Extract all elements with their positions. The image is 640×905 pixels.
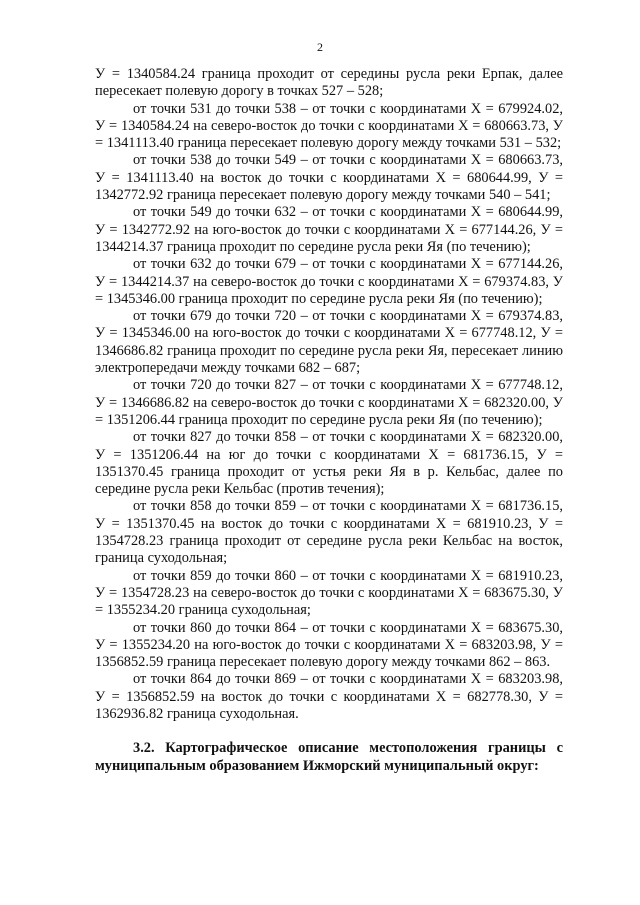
paragraph-segment-858-859: от точки 858 до точки 859 – от точки с координатами Х = 681736.15, У = 1351370.45 на восток до точки с координатами Х = 681910.23, У = 1354728.23 граница проходит от середине русла реки Кельбас на восток, граница суходольная; <box>95 498 563 567</box>
paragraph-segment-531-538: от точки 531 до точки 538 – от точки с координатами Х = 679924.02, У = 1340584.24 на северо-восток до точки с координатами Х = 680663.73, У = 1341113.40 граница пересекает полевую дорогу между точками 531 – 532; <box>95 100 563 152</box>
paragraph-continuation: У = 1340584.24 граница проходит от середины русла реки Ерпак, далее пересекает полевую дорогу в точках 527 – 528; <box>95 66 563 100</box>
paragraph-segment-632-679: от точки 632 до точки 679 – от точки с координатами Х = 677144.26, У = 1344214.37 на северо-восток до точки с координатами Х = 679374.83, У = 1345346.00 граница проходит по середине русла реки Яя (по течению); <box>95 256 563 307</box>
paragraph-segment-859-860: от точки 859 до точки 860 – от точки с координатами Х = 681910.23, У = 1354728.23 на северо-восток до точки с координатами Х = 683675.30, У = 1355234.20 граница суходольная; <box>95 567 563 619</box>
paragraph-segment-827-858: от точки 827 до точки 858 – от точки с координатами Х = 682320.00, У = 1351206.44 на юг до точки с координатами Х = 681736.15, У = 1351370.45 граница проходит от устья реки Яя в р. Кельбас, далее по середине русла реки Кельбас (против течения); <box>95 429 563 498</box>
paragraph-segment-864-869: от точки 864 до точки 869 – от точки с координатами Х = 683203.98, У = 1356852.59 на восток до точки с координатами Х = 682778.30, У = 1362936.82 граница суходольная. <box>95 671 563 722</box>
paragraph-segment-538-549: от точки 538 до точки 549 – от точки с координатами Х = 680663.73, У = 1341113.40 на восток до точки с координатами Х = 680644.99, У = 1342772.92 граница пересекает полевую дорогу между точками 540 – 541; <box>95 152 563 204</box>
paragraph-segment-549-632: от точки 549 до точки 632 – от точки с координатами Х = 680644.99, У = 1342772.92 на юго-восток до точки с координатами Х = 677144.26, У = 1344214.37 граница проходит по середине русла реки Яя (по течению); <box>95 204 563 255</box>
document-body <box>95 66 563 775</box>
section-heading: 3.2. Картографическое описание местоположения границы с муниципальным образованием Ижморский муниципальный округ: <box>95 740 563 774</box>
paragraph-segment-720-827: от точки 720 до точки 827 – от точки с координатами Х = 677748.12, У = 1346686.82 на северо-восток до точки с координатами Х = 682320.00, У = 1351206.44 граница проходит по середине русла реки Яя (по течению); <box>95 377 563 428</box>
page-number: 2 <box>317 40 323 54</box>
paragraph-segment-679-720: от точки 679 до точки 720 – от точки с координатами Х = 679374.83, У = 1345346.00 на юго-восток до точки с координатами Х = 677748.12, У = 1346686.82 граница проходит по середине русла реки Яя, пересекает линию электропередачи между точками 682 – 687; <box>95 308 563 377</box>
paragraph-segment-860-864: от точки 860 до точки 864 – от точки с координатами Х = 683675.30, У = 1355234.20 на юго-восток до точки с координатами Х = 683203.98, У = 1356852.59 граница пересекает полевую дорогу между точками 862 – 863. <box>95 619 563 671</box>
